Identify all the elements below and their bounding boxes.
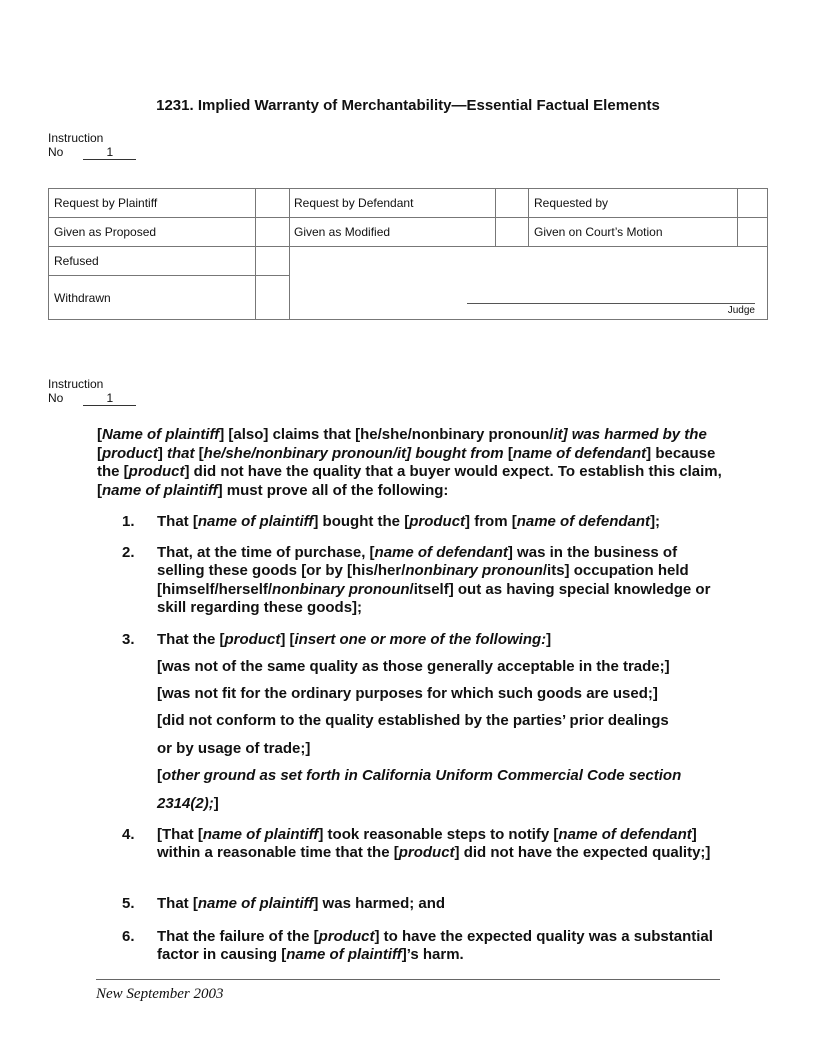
italic-text-segment: product [128,463,185,480]
item-text [157,895,722,913]
text-segment: ] [546,631,552,648]
text-segment: ] because the [ [97,444,716,480]
request-by-plaintiff-label: Request by Plaintiff [54,196,158,210]
item-text [157,513,722,531]
request-by-defendant-label: Request by Defendant [294,196,414,210]
given-as-proposed-label: Given as Proposed [54,225,157,239]
item3-option [157,685,737,702]
text-segment: ] did not have the quality that a buyer would expect. To establish this claim, [ [97,463,722,499]
text-segment: /its] occupation held [himself/herself/ [157,562,689,598]
text-segment: ] must prove all of the following: [217,481,449,499]
instruction-disposition-table [48,188,768,320]
item3-option [157,658,737,675]
text-segment: ] was harmed; and [313,895,446,912]
instruction-number: 1 [83,392,136,406]
refused-label: Refused [54,254,99,268]
text-segment: or by usage of trade;] [157,740,311,757]
item3-option [157,795,737,812]
item-number: 2. [122,544,135,561]
text-segment: ] [213,795,219,812]
italic-text-segment: insert one or more of the following: [294,631,547,648]
italic-text-segment: nonbinary pronoun [272,580,410,598]
text-segment: ] within a reasonable time that the [ [157,826,697,862]
given-as-modified-label: Given as Modified [294,225,391,239]
italic-text-segment: name of defendant [558,826,692,843]
text-segment: [ [97,426,102,443]
text-segment: That [ [157,513,198,530]
text-segment: That the [ [157,631,225,648]
text-segment: That the failure of the [ [157,928,319,945]
item-number: 6. [122,928,135,945]
item-number: 4. [122,826,135,843]
italic-text-segment: product [398,844,455,862]
italic-text-segment: product [102,444,158,462]
instruction-label: Instruction [48,377,104,391]
text-segment: ] bought the [ [313,513,410,530]
text-segment: /itself] out as having special knowledge or skill regarding these goods]; [157,580,711,616]
italic-text-segment: he/she/nonbinary pronoun/it] bought from [203,444,508,462]
italic-text-segment: product [318,928,375,945]
italic-text-segment: 2314(2); [157,795,214,812]
instruction-number-block [48,131,136,160]
withdrawn-label: Withdrawn [54,291,111,305]
text-segment: That [ [157,895,198,912]
text-segment: [did not conform to the quality established by the parties’ prior dealings [157,712,669,729]
given-on-courts-motion-label: Given on Court’s Motion [534,225,663,239]
item-text [157,826,722,863]
item-number: 1. [122,513,135,530]
item-text [157,631,722,649]
italic-text-segment: name of plaintiff [197,513,314,530]
item-text [157,928,722,965]
italic-text-segment: name of plaintiff [202,826,319,843]
text-segment: ] took reasonable steps to notify [ [318,826,559,843]
text-segment: [ [97,444,102,462]
instruction-number: 1 [83,146,136,160]
text-segment: ] [157,444,167,462]
italic-text-segment: that [167,444,199,462]
page-title: 1231. Implied Warranty of Merchantability—Essential Factual Elements [156,97,660,114]
italic-text-segment: name of plaintiff [197,895,314,912]
instruction-label: Instruction [48,131,104,145]
text-segment: [That [ [157,826,203,843]
italic-text-segment: it] was harmed by the [553,426,707,443]
italic-text-segment: product [224,631,281,648]
text-segment: ] to have the expected quality was a substantial factor in causing [ [157,928,713,964]
item-text [157,544,722,617]
text-segment: ] [also] claims that [he/she/nonbinary pronoun/ [219,426,554,443]
italic-text-segment: product [409,513,466,530]
footer-revision-date: New September 2003 [96,986,224,1002]
item-number: 3. [122,631,135,648]
item3-option [157,767,737,784]
italic-text-segment: name of defendant [516,513,651,530]
item3-option [157,712,737,729]
item3-option [157,740,737,757]
italic-text-segment: nonbinary pronoun [405,562,543,580]
italic-text-segment: name of plaintiff [286,946,402,964]
judge-signature-line [467,303,755,304]
requested-by-label: Requested by [534,196,609,210]
text-segment: ] did not have the expected quality;] [454,844,711,862]
footer-divider [96,979,720,980]
italic-text-segment: name of plaintiff [102,481,218,499]
text-segment: ] [ [280,631,295,648]
italic-text-segment: name of defendant [512,444,647,462]
italic-text-segment: Name of plaintiff [102,426,220,443]
text-segment: ] from [ [465,513,517,530]
no-label: No [48,145,64,159]
text-segment: ]’s harm. [401,946,464,964]
intro-paragraph [97,426,727,500]
item-number: 5. [122,895,135,912]
judge-label: Judge [727,305,755,316]
italic-text-segment: other ground as set forth in California Uniform Commercial Code section [162,767,682,784]
italic-text-segment: name of defendant [374,544,508,561]
text-segment: ] was in the business of selling these goods [or by [his/her/ [157,544,678,580]
text-segment: [was not fit for the ordinary purposes for which such goods are used;] [157,685,658,702]
text-segment: [ [157,767,162,784]
text-segment: [ [507,444,513,462]
text-segment: [ [198,444,204,462]
text-segment: That, at the time of purchase, [ [157,544,375,561]
no-label: No [48,391,64,405]
instruction-number-block-2 [48,377,136,406]
text-segment: ]; [650,513,661,530]
text-segment: [was not of the same quality as those generally acceptable in the trade;] [157,658,670,675]
